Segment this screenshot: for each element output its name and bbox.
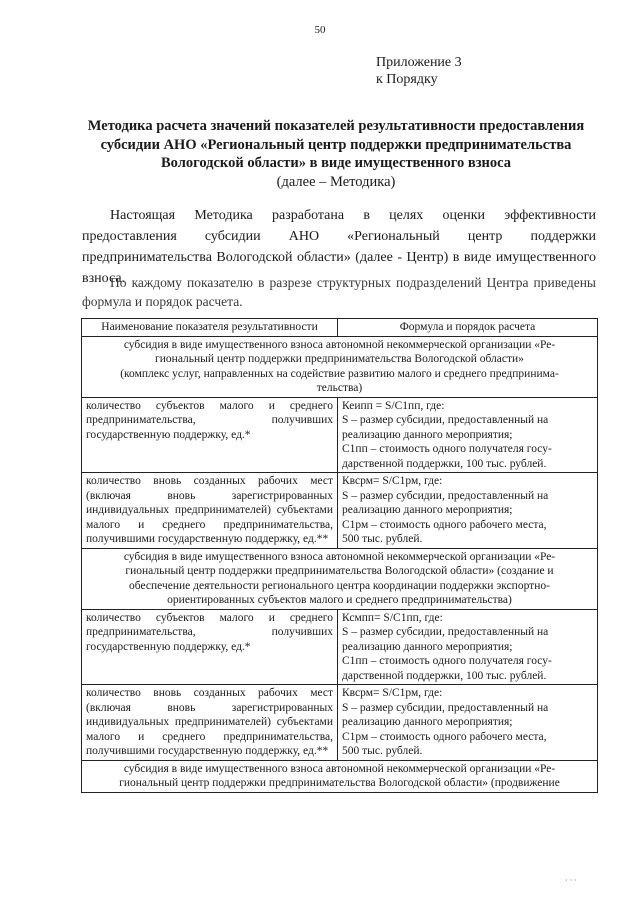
formula-cell [338,397,598,473]
formula-line: Ксмпп= S/C1пп, где: [342,611,443,624]
scan-margin-marks: · · · [565,876,577,885]
appendix-line-1: Приложение 3 [376,55,462,70]
column-header-indicator: Наименование показателя результативности [82,319,338,337]
formula-line: реализацию данного мероприятия; [342,428,513,441]
formula-line: S – размер субсидии, предоставленный на [342,626,549,638]
formula-line: Квсрм= S/C1рм, где: [342,687,443,699]
section-title-line: ориентированных субъектов малого и среднего предпринимательства) [167,594,512,606]
section-title [82,760,598,792]
second-paragraph: По каждому показателю в разрезе структурных подразделений Центра приведены формула и порядок расчета. [82,275,596,309]
formula-cell [338,685,598,761]
metrics-table [81,318,598,793]
formula-line: C1пп – стоимость одного получателя госу- [342,443,552,455]
intro-paragraph: Настоящая Методика разработана в целях оценки эффективности предоставления субсидии АНО «Региональный центр поддержки предпринимательства Вологодской области» (далее - Центр) в виде имущественного взноса. [82,208,596,286]
section-title-line: гиональный центр поддержки предпринимательства Вологодской области» (создание и [125,565,554,577]
document-title [76,117,596,191]
section-row [82,548,598,609]
indicator-cell: количество субъектов малого и среднего предпринимательства, получивших государственную поддержку, ед.* [82,397,338,473]
formula-line: реализацию данного мероприятия; [342,716,513,728]
formula-line: дарственной поддержки, 100 тыс. рублей. [342,669,547,682]
table-row [82,685,598,761]
section-row [82,336,598,397]
formula-line: Квсрм= S/C1рм, где: [342,475,443,487]
document-title-note: (далее – Методика) [276,173,396,190]
formula-line: реализацию данного мероприятия; [342,640,513,653]
formula-cell [338,609,598,685]
section-title-line: субсидия в виде имущественного взноса автономной некоммерческой организации «Ре- [123,762,556,775]
column-header-formula: Формула и порядок расчета [338,319,598,337]
appendix-reference [376,54,462,88]
formula-line: S – размер субсидии, предоставленный на [342,701,549,714]
formula-line: C1рм – стоимость одного рабочего места, [342,518,547,531]
section-title [82,336,598,397]
formula-cell [338,473,598,549]
formula-line: C1пп – стоимость одного получателя госу- [342,655,552,667]
section-title-line: тельства) [316,382,363,394]
formula-line: S – размер субсидии, предоставленный на [342,489,549,502]
section-title-line: гиональный центр поддержки предпринимательства Вологодской области» [155,353,524,365]
section-title-line: субсидия в виде имущественного взноса автономной некоммерческой организации «Ре- [123,338,556,351]
section-title [82,548,598,609]
table-row [82,473,598,549]
indicator-cell: количество вновь созданных рабочих мест (включая вновь зарегистрированных индивидуальных предпринимателей) субъектами малого и среднего предпринимательства, получившими государственную поддержку, ед.** [82,473,338,549]
formula-line: 500 тыс. рублей. [342,533,423,545]
section-title-line: (комплекс услуг, направленных на содействие развитию малого и среднего предпринима- [120,367,559,380]
indicator-cell: количество вновь созданных рабочих мест (включая вновь зарегистрированных индивидуальных предпринимателей) субъектами малого и среднего предпринимательства, получившими государственную поддержку, ед.** [82,685,338,761]
section-title-line: гиональный центр поддержки предпринимательства Вологодской области» (продвижение [119,777,560,789]
formula-line: реализацию данного мероприятия; [342,504,513,516]
table-row [82,397,598,473]
section-title-line: субсидия в виде имущественного взноса автономной некоммерческой организации «Ре- [123,550,556,563]
table-header-row [82,319,598,337]
page-number: 50 [314,24,326,36]
formula-line: 500 тыс. рублей. [342,745,423,757]
table-row [82,609,598,685]
formula-line: Кеипп = S/C1пп, где: [342,399,445,412]
formula-line: дарственной поддержки, 100 тыс. рублей. [342,457,547,470]
indicator-cell: количество субъектов малого и среднего предпринимательства, получивших государственную поддержку, ед.* [82,609,338,685]
section-title-line: обеспечение деятельности регионального центра координации поддержки экспортно- [129,579,550,592]
document-title-main: Методика расчета значений показателей результативности предоставления субсидии АНО «Региональный центр поддержки предпринимательства Вологодской области» в виде имущественного взноса [87,118,585,171]
section-row [82,760,598,792]
formula-line: C1рм – стоимость одного рабочего места, [342,730,547,743]
formula-line: S – размер субсидии, предоставленный на [342,414,549,426]
appendix-line-2: к Порядку [376,72,438,87]
